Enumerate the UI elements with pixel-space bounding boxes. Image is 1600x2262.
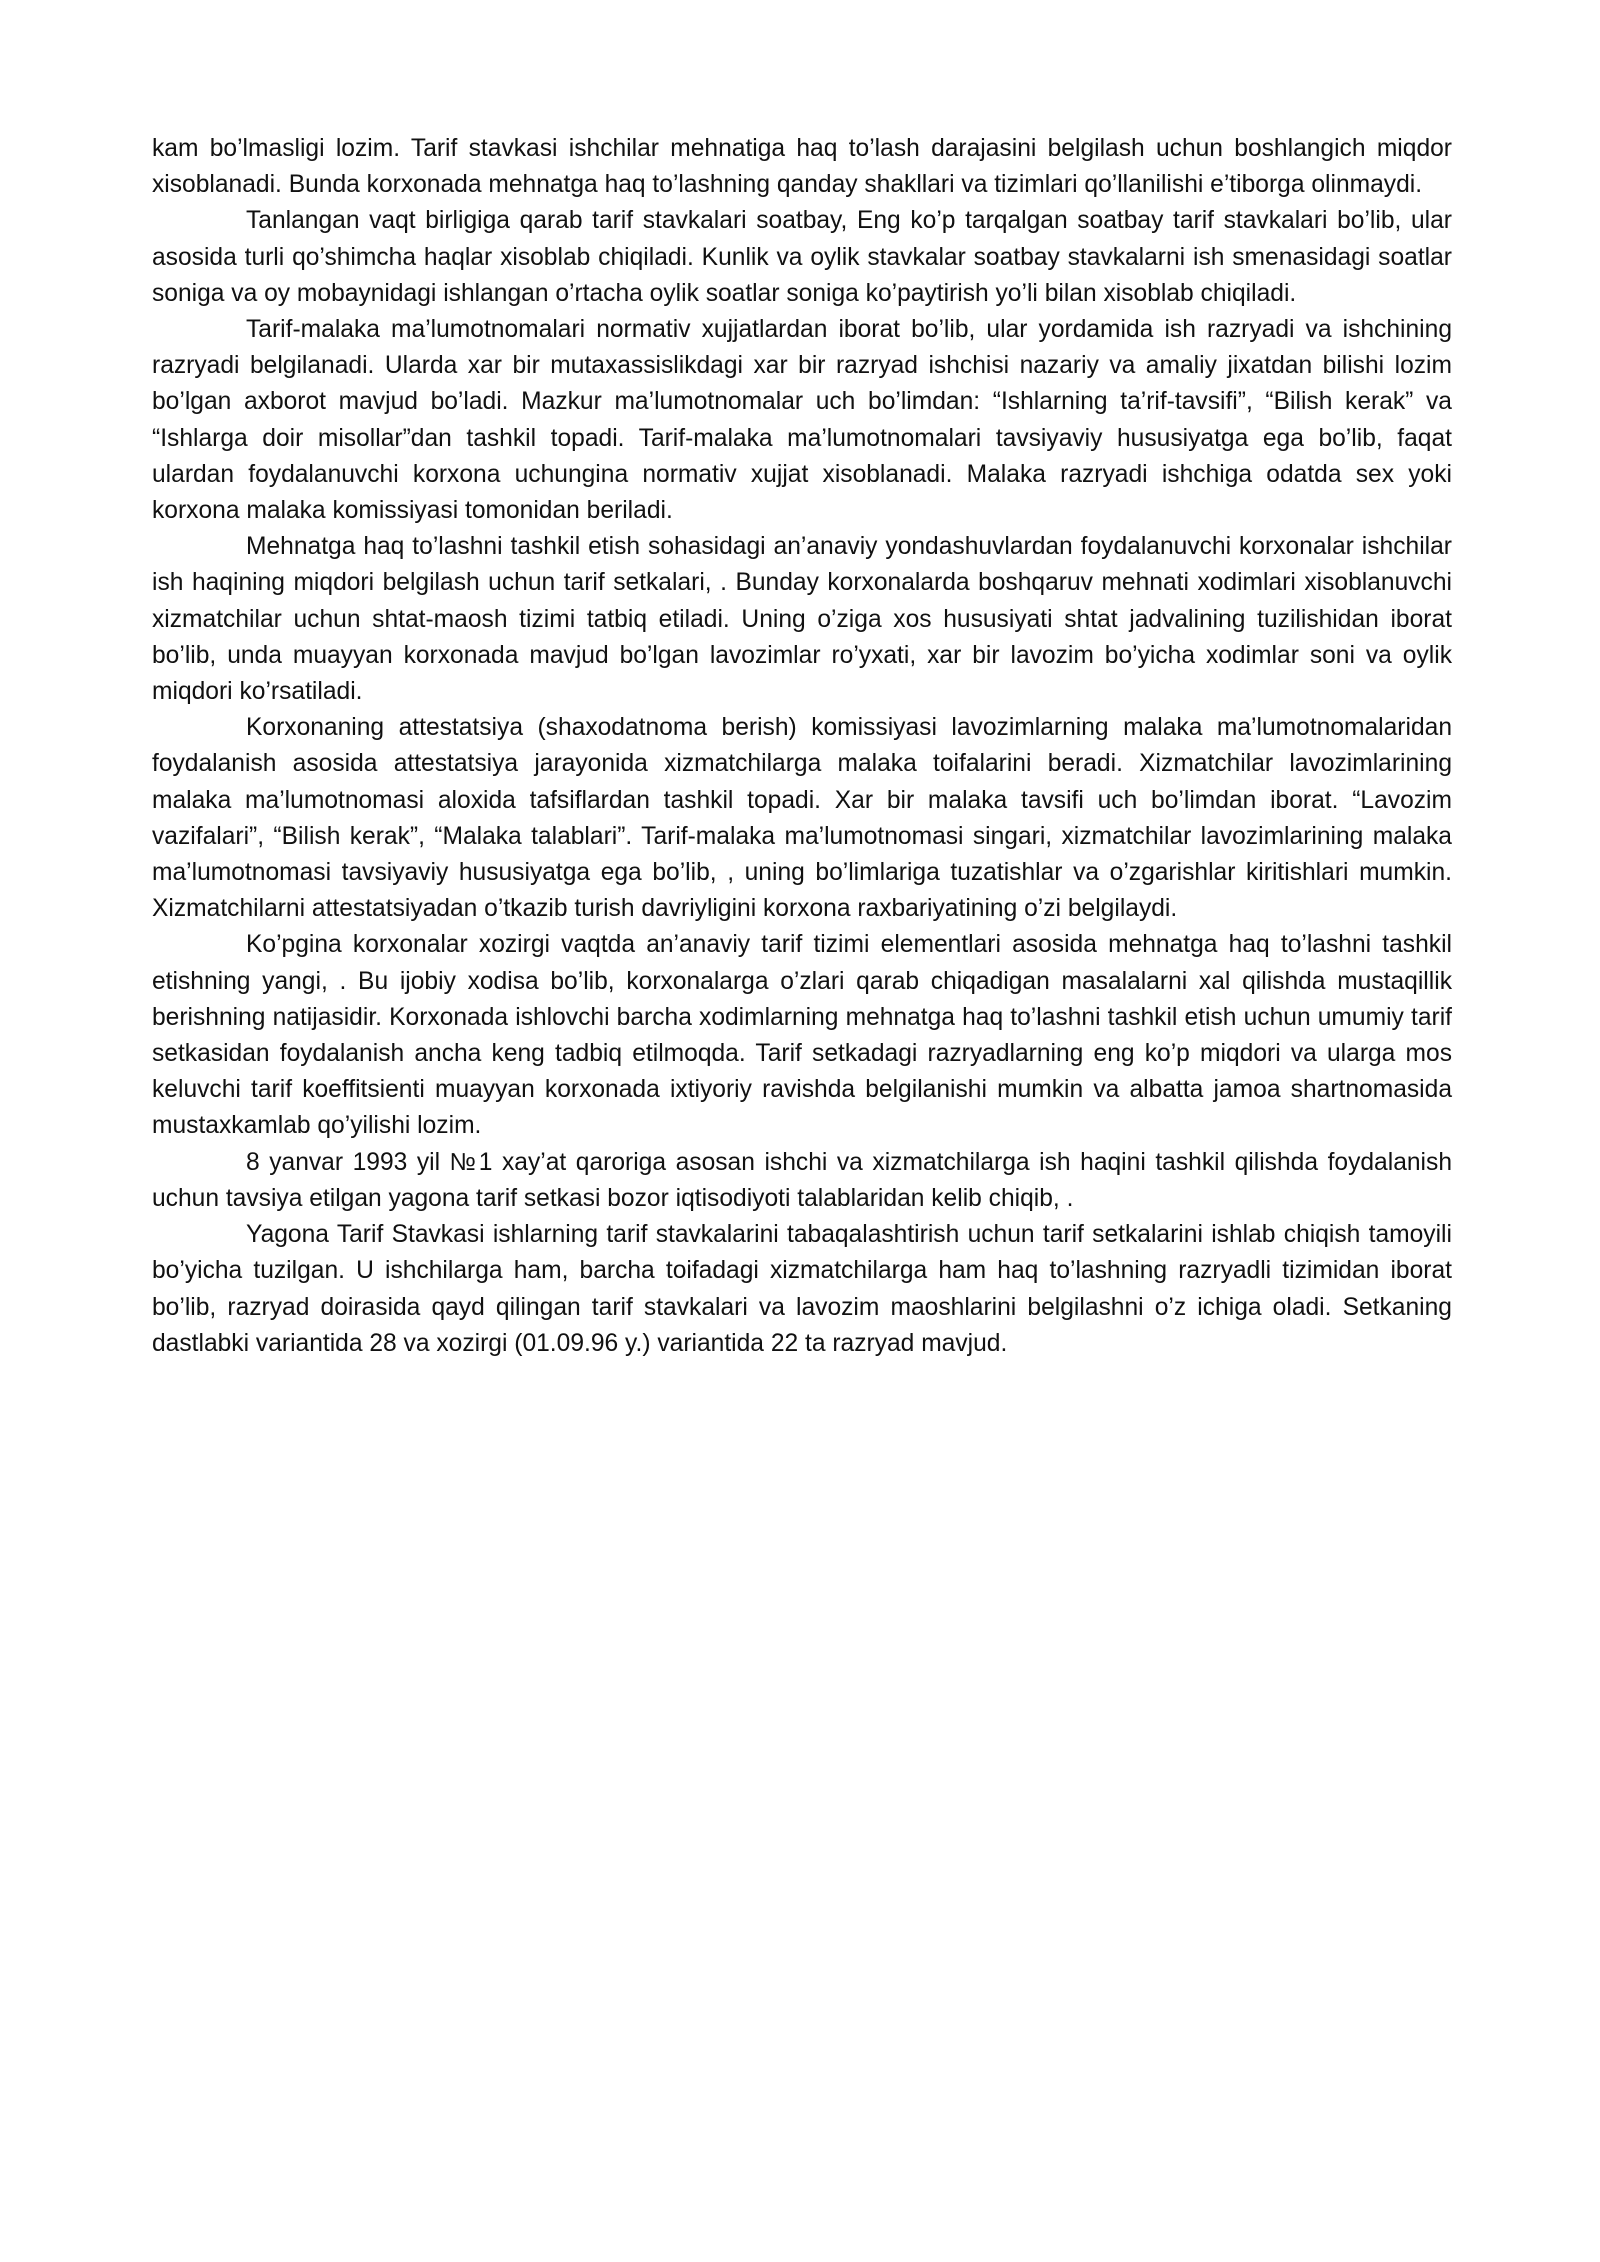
paragraph-3: Tarif-malaka ma’lumotnomalari normativ xujjatlardan iborat bo’lib, ular yordamida ish razryadi va ishchining razryadi belgilanadi. Ularda xar bir mutaxassislikdagi xar bir razryad ishchisi nazariy va amaliy jixatdan bilishi lozim bo’lgan axborot mavjud bo’ladi. Mazkur ma’lumotnomalar uch bo’limdan: “Ishlarning ta’rif-tavsifi”, “Bilish kerak” va “Ishlarga doir misollar”dan tashkil topadi. Tarif-malaka ma’lumotnomalari tavsiyaviy hususiyatga ega bo’lib, faqat ulardan foydalanuvchi korxona uchungina normativ xujjat xisoblanadi. Malaka razryadi ishchiga odatda sex yoki korxona malaka komissiyasi tomonidan beriladi.: [152, 316, 1452, 525]
paragraph-5: Korxonaning attestatsiya (shaxodatnoma berish) komissiyasi lavozimlarning malaka ma’lumotnomalaridan foydalanish asosida attestatsiya jarayonida xizmatchilarga malaka toifalarini beradi. Xizmatchilar lavozimlarining malaka ma’lumotnomasi aloxida tafsiflardan tashkil topadi. Xar bir malaka tavsifi uch bo’limdan iborat. “Lavozim vazifalari”, “Bilish kerak”, “Malaka talablari”. Tarif-malaka ma’lumotnomasi singari, xizmatchilar lavozimlarining malaka ma’lumotnomasi tavsiyaviy hususiyatga ega bo’lib, , uning bo’limlariga tuzatishlar va o’zgarishlar kiritishlari mumkin. Xizmatchilarni attestatsiyadan o’tkazib turish davriyligini korxona raxbariyatining o’zi belgilaydi.: [152, 714, 1452, 923]
paragraph-4: Mehnatga haq to’lashni tashkil etish sohasidagi an’anaviy yondashuvlardan foydalanuvchi korxonalar ishchilar ish haqining miqdori belgilash uchun tarif setkalari, . Bunday korxonalarda boshqaruv mehnati xodimlari xisoblanuvchi xizmatchilar uchun shtat-maosh tizimi tatbiq etiladi. Uning o’ziga xos hususiyati shtat jadvalining tuzilishidan iborat bo’lib, unda muayyan korxonada mavjud bo’lgan lavozimlar ro’yxati, xar bir lavozim bo’yicha xodimlar soni va oylik miqdori ko’rsatiladi.: [152, 533, 1452, 706]
paragraph-6: Ko’pgina korxonalar xozirgi vaqtda an’anaviy tarif tizimi elementlari asosida mehnatga haq to’lashni tashkil etishning yangi, . Bu ijobiy xodisa bo’lib, korxonalarga o’zlari qarab chiqadigan masalalarni xal qilishda mustaqillik berishning natijasidir. Korxonada ishlovchi barcha xodimlarning mehnatga haq to’lashni tashkil etish uchun umumiy tarif setkasidan foydalanish ancha keng tadbiq etilmoqda. Tarif setkadagi razryadlarning eng ko’p miqdori va ularga mos keluvchi tarif koeffitsienti muayyan korxonada ixtiyoriy ravishda belgilanishi mumkin va albatta jamoa shartnomasida mustaxkamlab qo’yilishi lozim.: [152, 931, 1452, 1140]
document-page: [152, 131, 1452, 1362]
paragraph-1: kam bo’lmasligi lozim. Tarif stavkasi ishchilar mehnatiga haq to’lash darajasini belgilash uchun boshlangich miqdor xisoblanadi. Bunda korxonada mehnatga haq to’lashning qanday shakllari va tizimlari qo’llanilishi e’tiborga olinmaydi.: [152, 135, 1452, 199]
paragraph-8: Yagona Tarif Stavkasi ishlarning tarif stavkalarini tabaqalashtirish uchun tarif setkalarini ishlab chiqish tamoyili bo’yicha tuzilgan. U ishchilarga ham, barcha toifadagi xizmatchilarga ham haq to’lashning razryadli tizimidan iborat bo’lib, razryad doirasida qayd qilingan tarif stavkalari va lavozim maoshlarini belgilashni o’z ichiga oladi. Setkaning dastlabki variantida 28 va xozirgi (01.09.96 y.) variantida 22 ta razryad mavjud.: [152, 1221, 1452, 1357]
paragraph-7: 8 yanvar 1993 yil №1 xay’at qaroriga asosan ishchi va xizmatchilarga ish haqini tashkil qilishda foydalanish uchun tavsiya etilgan yagona tarif setkasi bozor iqtisodiyoti talablaridan kelib chiqib, .: [152, 1148, 1452, 1212]
paragraph-2: Tanlangan vaqt birligiga qarab tarif stavkalari soatbay, Eng ko’p tarqalgan soatbay tarif stavkalari bo’lib, ular asosida turli qo’shimcha haqlar xisoblab chiqiladi. Kunlik va oylik stavkalar soatbay stavkalarni ish smenasidagi soatlar soniga va oy mobaynidagi ishlangan o’rtacha oylik soatlar soniga ko’paytirish yo’li bilan xisoblab chiqiladi.: [152, 207, 1452, 307]
